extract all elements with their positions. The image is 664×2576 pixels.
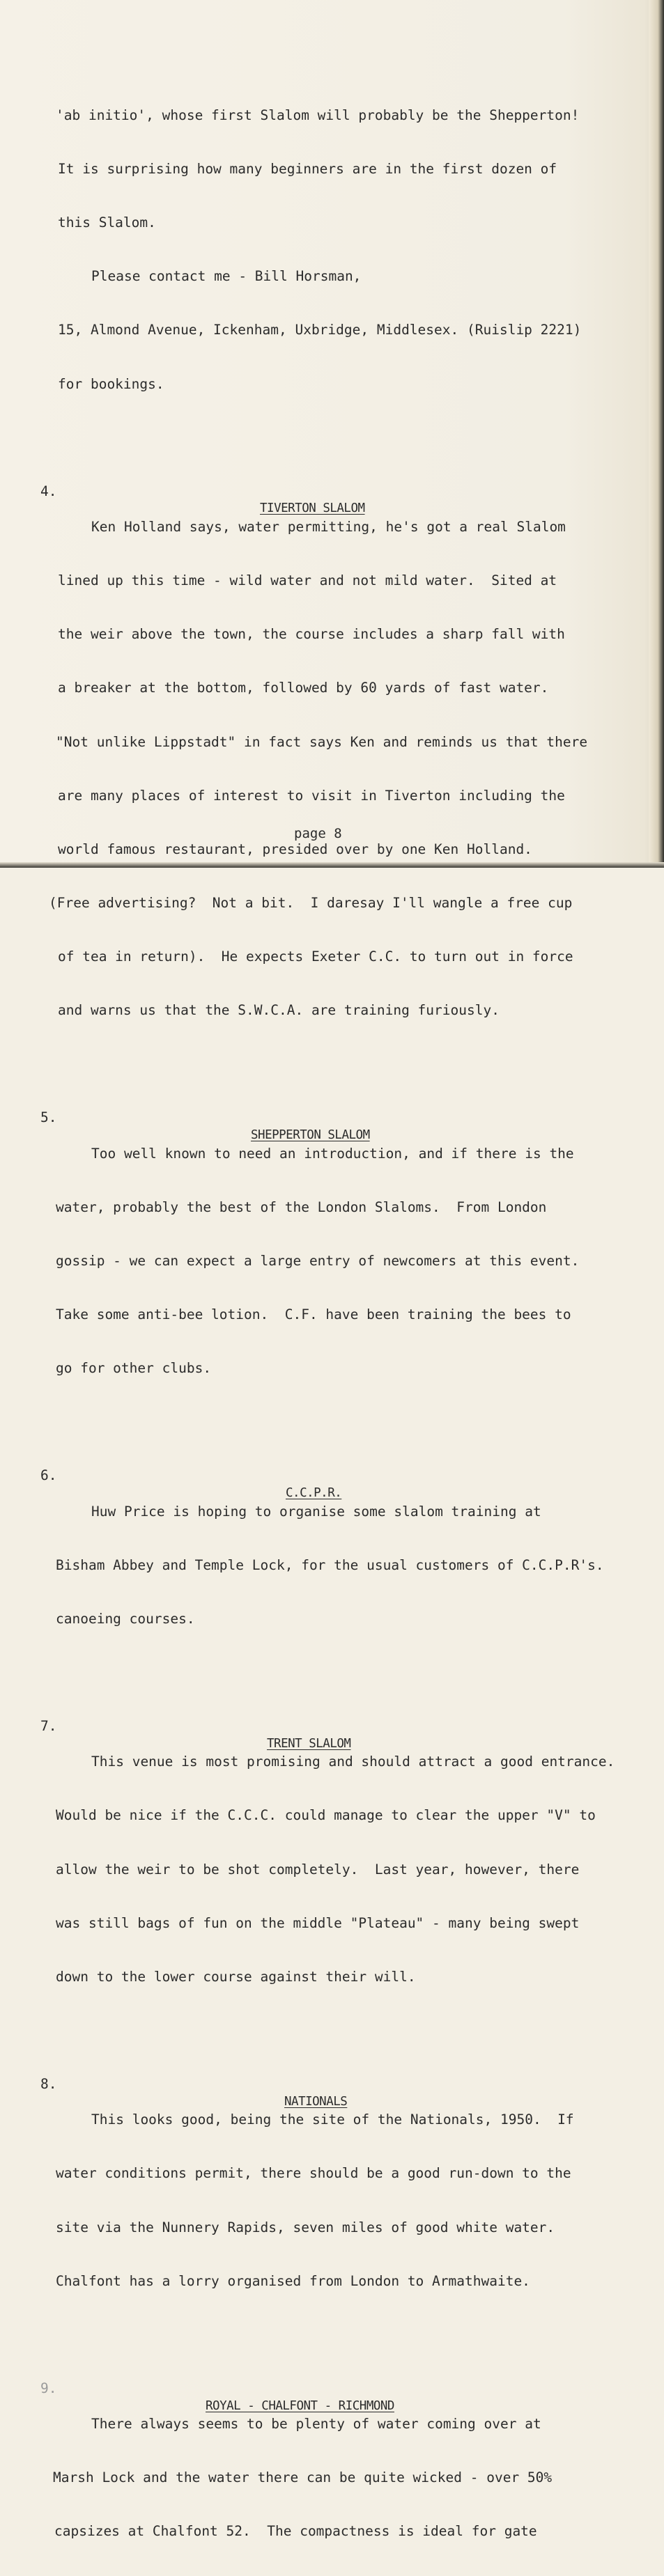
section-line: Bisham Abbey and Temple Lock, for the usual customers of C.C.P.R's. [56, 1556, 604, 1573]
section-heading: ROYAL - CHALFONT - RICHMOND [206, 2398, 394, 2413]
section-heading: SHEPPERTON SLALOM [251, 1127, 370, 1142]
section-line: site via the Nunnery Rapids, seven miles of good white water. [56, 2219, 555, 2235]
section-line: Too well known to need an introduction, and if there is the [91, 1145, 574, 1162]
section-line: This venue is most promising and should attract a good entrance. [91, 1754, 615, 1770]
section-line: Chalfont has a lorry organised from London to Armathwaite. [56, 2272, 530, 2289]
section-header-row [40, 1449, 640, 1500]
page-binding-shadow [649, 0, 664, 868]
section-line: world famous restaurant, presided over by one Ken Holland. [58, 841, 532, 857]
intro-line: 15, Almond Avenue, Ickenham, Uxbridge, Middlesex. (Ruislip 2221) [58, 322, 582, 338]
intro-line: 'ab initio', whose first Slalom will probably be the Shepperton! [56, 107, 580, 124]
section-line: (Free advertising? Not a bit. I daresay I'll wangle a free cup [49, 894, 573, 911]
section-line: are many places of interest to visit in Tiverton including the [58, 787, 565, 804]
section-line: Take some anti-bee lotion. C.F. have been training the bees to [56, 1306, 571, 1322]
section-line: Would be nice if the C.C.C. could manage to clear the upper "V" to [56, 1807, 596, 1824]
section-number: 4. [40, 483, 57, 499]
section-line: Marsh Lock and the water there can be quite wicked - over 50% [53, 2469, 553, 2486]
section-header-row [40, 2362, 640, 2413]
intro-line: for bookings. [58, 375, 164, 392]
section-heading: C.C.P.R. [286, 1485, 342, 1500]
page-number: page 8 [294, 826, 342, 841]
section-heading: TIVERTON SLALOM [260, 501, 365, 516]
section-line: was still bags of fun on the middle "Plateau" - many being swept [56, 1914, 580, 1931]
section-header-row [40, 2057, 640, 2109]
section-line: There always seems to be plenty of water coming over at [91, 2416, 541, 2433]
section-header-row [40, 1699, 640, 1751]
section-line: "Not unlike Lippstadt" in fact says Ken and reminds us that there [56, 733, 588, 750]
section-header-row [40, 465, 640, 516]
section-line: allow the weir to be shot completely. Last year, however, there [56, 1861, 580, 1878]
section-line: a breaker at the bottom, followed by 60 yards of fast water. [58, 680, 549, 696]
section-line: gossip - we can expect a large entry of newcomers at this event. [56, 1252, 580, 1269]
typed-text-body [40, 53, 640, 2576]
section-line: of tea in return). He expects Exeter C.C. to turn out in force [58, 948, 573, 965]
section-line: lined up this time - wild water and not mild water. Sited at [58, 572, 557, 589]
section-line: This looks good, being the site of the Nationals, 1950. If [91, 2111, 574, 2128]
intro-line: It is surprising how many beginners are in the first dozen of [58, 161, 557, 178]
section-heading: NATIONALS [284, 2094, 348, 2109]
section-number: 8. [40, 2075, 57, 2092]
section-number: 6. [40, 1467, 57, 1484]
section-line: down to the lower course against their will. [56, 1968, 416, 1985]
section-header-row [40, 1091, 640, 1142]
intro-line: Please contact me - Bill Horsman, [91, 268, 362, 285]
intro-line: this Slalom. [58, 214, 156, 231]
section-line: water conditions permit, there should be a good run-down to the [56, 2165, 571, 2182]
section-number: 9. [40, 2380, 57, 2396]
section-line: capsizes at Chalfont 52. The compactness is ideal for gate [54, 2523, 537, 2540]
section-line: canoeing courses. [56, 1610, 195, 1627]
section-line: and warns us that the S.W.C.A. are training furiously. [58, 1002, 500, 1019]
section-line: Huw Price is hoping to organise some slalom training at [91, 1503, 541, 1520]
section-line: water, probably the best of the London Slaloms. From London [56, 1199, 547, 1215]
section-line: the weir above the town, the course includes a sharp fall with [58, 626, 565, 643]
section-line: go for other clubs. [56, 1359, 212, 1376]
section-number: 5. [40, 1109, 57, 1126]
section-number: 7. [40, 1717, 57, 1734]
section-heading: TRENT SLALOM [267, 1736, 351, 1751]
section-line: Ken Holland says, water permitting, he's got a real Slalom [91, 519, 566, 536]
